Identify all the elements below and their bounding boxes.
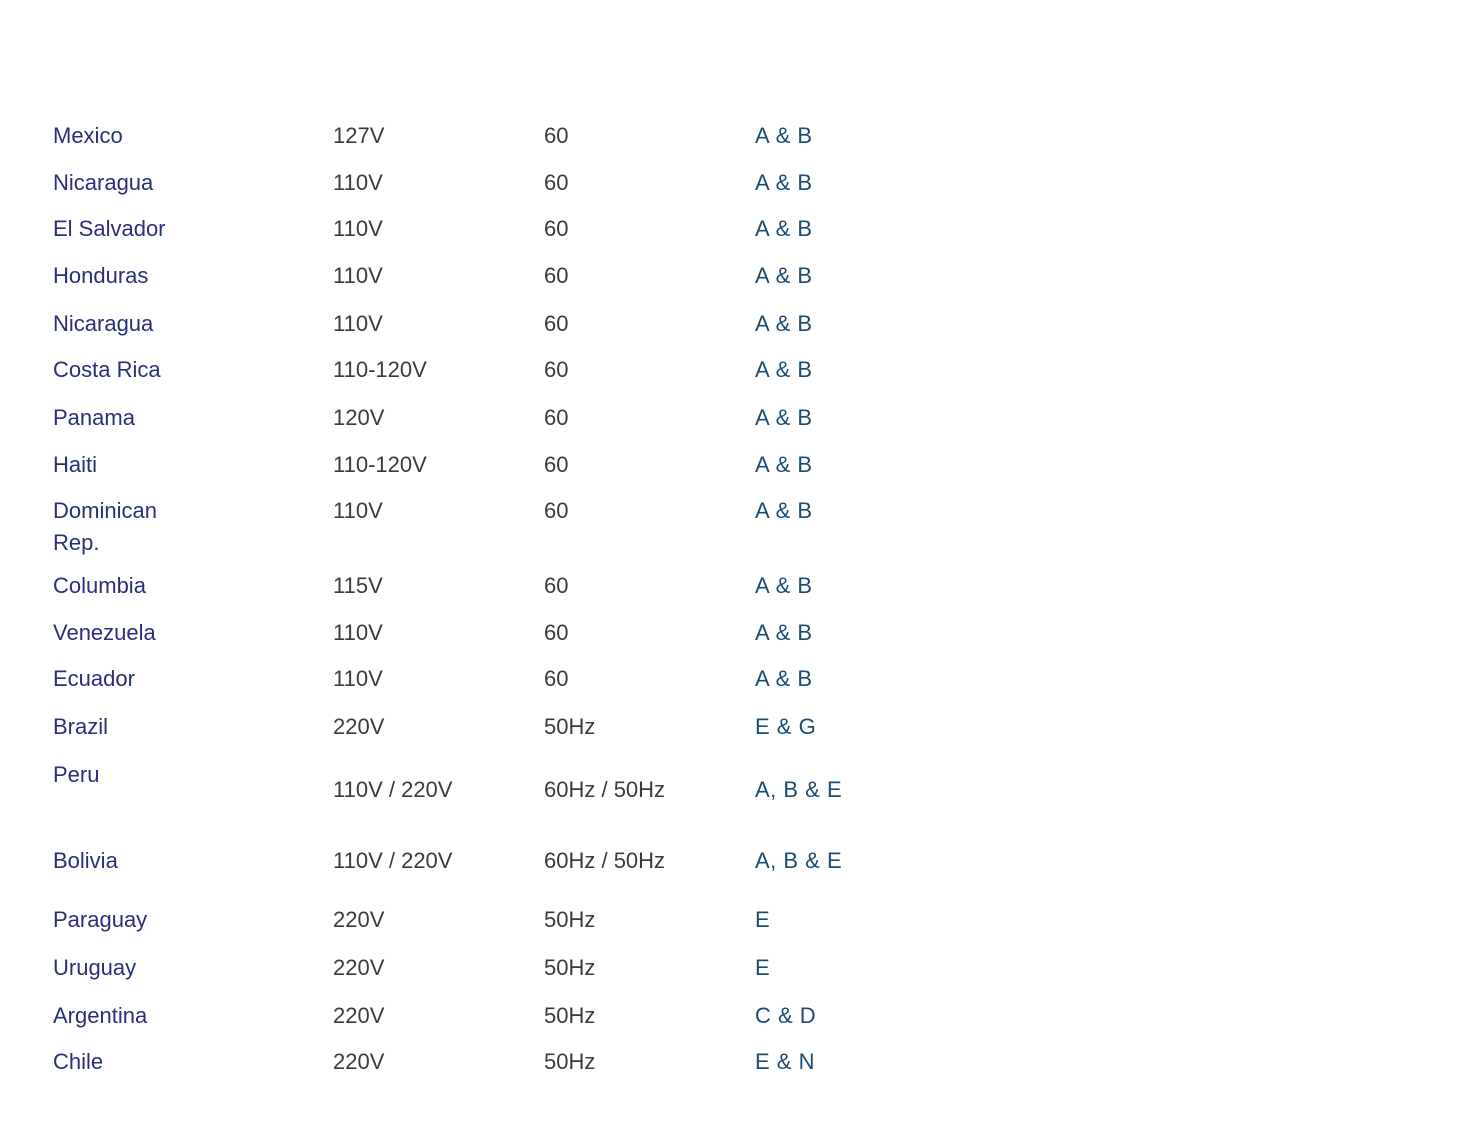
voltage-value: 110V bbox=[333, 263, 383, 288]
voltage-value: 220V bbox=[333, 1003, 385, 1028]
plug-type: A & B bbox=[755, 573, 813, 598]
voltage-value: 110V bbox=[333, 311, 383, 336]
plug-type: E & N bbox=[755, 1049, 815, 1074]
frequency-value: 60 bbox=[544, 666, 569, 691]
plug-type: E bbox=[755, 955, 771, 980]
voltage-value: 220V bbox=[333, 955, 385, 980]
frequency-value: 60 bbox=[544, 263, 569, 288]
country-name: Nicaragua bbox=[53, 311, 154, 336]
country-name: Honduras bbox=[53, 263, 149, 288]
country-name: Nicaragua bbox=[53, 170, 154, 195]
frequency-value: 60 bbox=[544, 170, 569, 195]
voltage-value: 110-120V bbox=[333, 452, 427, 477]
country-name: Venezuela bbox=[53, 620, 156, 645]
country-name: Brazil bbox=[53, 714, 109, 739]
frequency-value: 50Hz bbox=[544, 955, 596, 980]
voltage-value: 110V bbox=[333, 498, 383, 523]
voltage-value: 110V bbox=[333, 620, 383, 645]
voltage-value: 110V bbox=[333, 170, 383, 195]
frequency-value: 60 bbox=[544, 123, 569, 148]
frequency-value: 50Hz bbox=[544, 1003, 596, 1028]
plug-type: A & B bbox=[755, 216, 813, 241]
country-name: Peru bbox=[53, 762, 100, 787]
voltage-value: 220V bbox=[333, 907, 385, 932]
country-name: Columbia bbox=[53, 573, 146, 598]
plug-type: E & G bbox=[755, 714, 817, 739]
voltage-value: 110-120V bbox=[333, 357, 427, 382]
plug-type: E bbox=[755, 907, 771, 932]
frequency-value: 60Hz / 50Hz bbox=[544, 848, 666, 873]
plug-type: A & B bbox=[755, 620, 813, 645]
country-name: El Salvador bbox=[53, 216, 166, 241]
frequency-value: 60 bbox=[544, 498, 569, 523]
frequency-value: 60 bbox=[544, 405, 569, 430]
frequency-value: 60Hz / 50Hz bbox=[544, 777, 666, 802]
frequency-value: 50Hz bbox=[544, 714, 596, 739]
voltage-value: 115V bbox=[333, 573, 383, 598]
country-name: Panama bbox=[53, 405, 135, 430]
plug-type: A & B bbox=[755, 357, 813, 382]
voltage-value: 110V bbox=[333, 216, 383, 241]
voltage-value: 110V bbox=[333, 666, 383, 691]
country-name: Mexico bbox=[53, 123, 123, 148]
plug-type: A & B bbox=[755, 311, 813, 336]
plug-type: A, B & E bbox=[755, 777, 843, 802]
country-name: Haiti bbox=[53, 452, 98, 477]
voltage-value: 110V / 220V bbox=[333, 777, 453, 802]
voltage-value: 220V bbox=[333, 714, 385, 739]
plug-type: A & B bbox=[755, 123, 813, 148]
frequency-value: 60 bbox=[544, 357, 569, 382]
plug-type: A, B & E bbox=[755, 848, 843, 873]
frequency-value: 50Hz bbox=[544, 1049, 596, 1074]
plug-type: A & B bbox=[755, 405, 813, 430]
plug-type: A & B bbox=[755, 170, 813, 195]
frequency-value: 60 bbox=[544, 573, 569, 598]
country-name: Argentina bbox=[53, 1003, 148, 1028]
plug-type: A & B bbox=[755, 452, 813, 477]
country-name: Uruguay bbox=[53, 955, 137, 980]
plug-type: A & B bbox=[755, 498, 813, 523]
voltage-value: 120V bbox=[333, 405, 385, 430]
frequency-value: 60 bbox=[544, 216, 569, 241]
plug-type: C & D bbox=[755, 1003, 817, 1028]
voltage-value: 127V bbox=[333, 123, 385, 148]
frequency-value: 60 bbox=[544, 452, 569, 477]
country-name: Paraguay bbox=[53, 907, 148, 932]
plug-type: A & B bbox=[755, 263, 813, 288]
frequency-value: 50Hz bbox=[544, 907, 596, 932]
country-name: Ecuador bbox=[53, 666, 135, 691]
country-name: Dominican Rep. bbox=[53, 498, 157, 555]
country-name: Bolivia bbox=[53, 848, 118, 873]
country-name: Costa Rica bbox=[53, 357, 161, 382]
voltage-value: 220V bbox=[333, 1049, 385, 1074]
voltage-value: 110V / 220V bbox=[333, 848, 453, 873]
plug-type: A & B bbox=[755, 666, 813, 691]
frequency-value: 60 bbox=[544, 620, 569, 645]
frequency-value: 60 bbox=[544, 311, 569, 336]
country-name: Chile bbox=[53, 1049, 104, 1074]
